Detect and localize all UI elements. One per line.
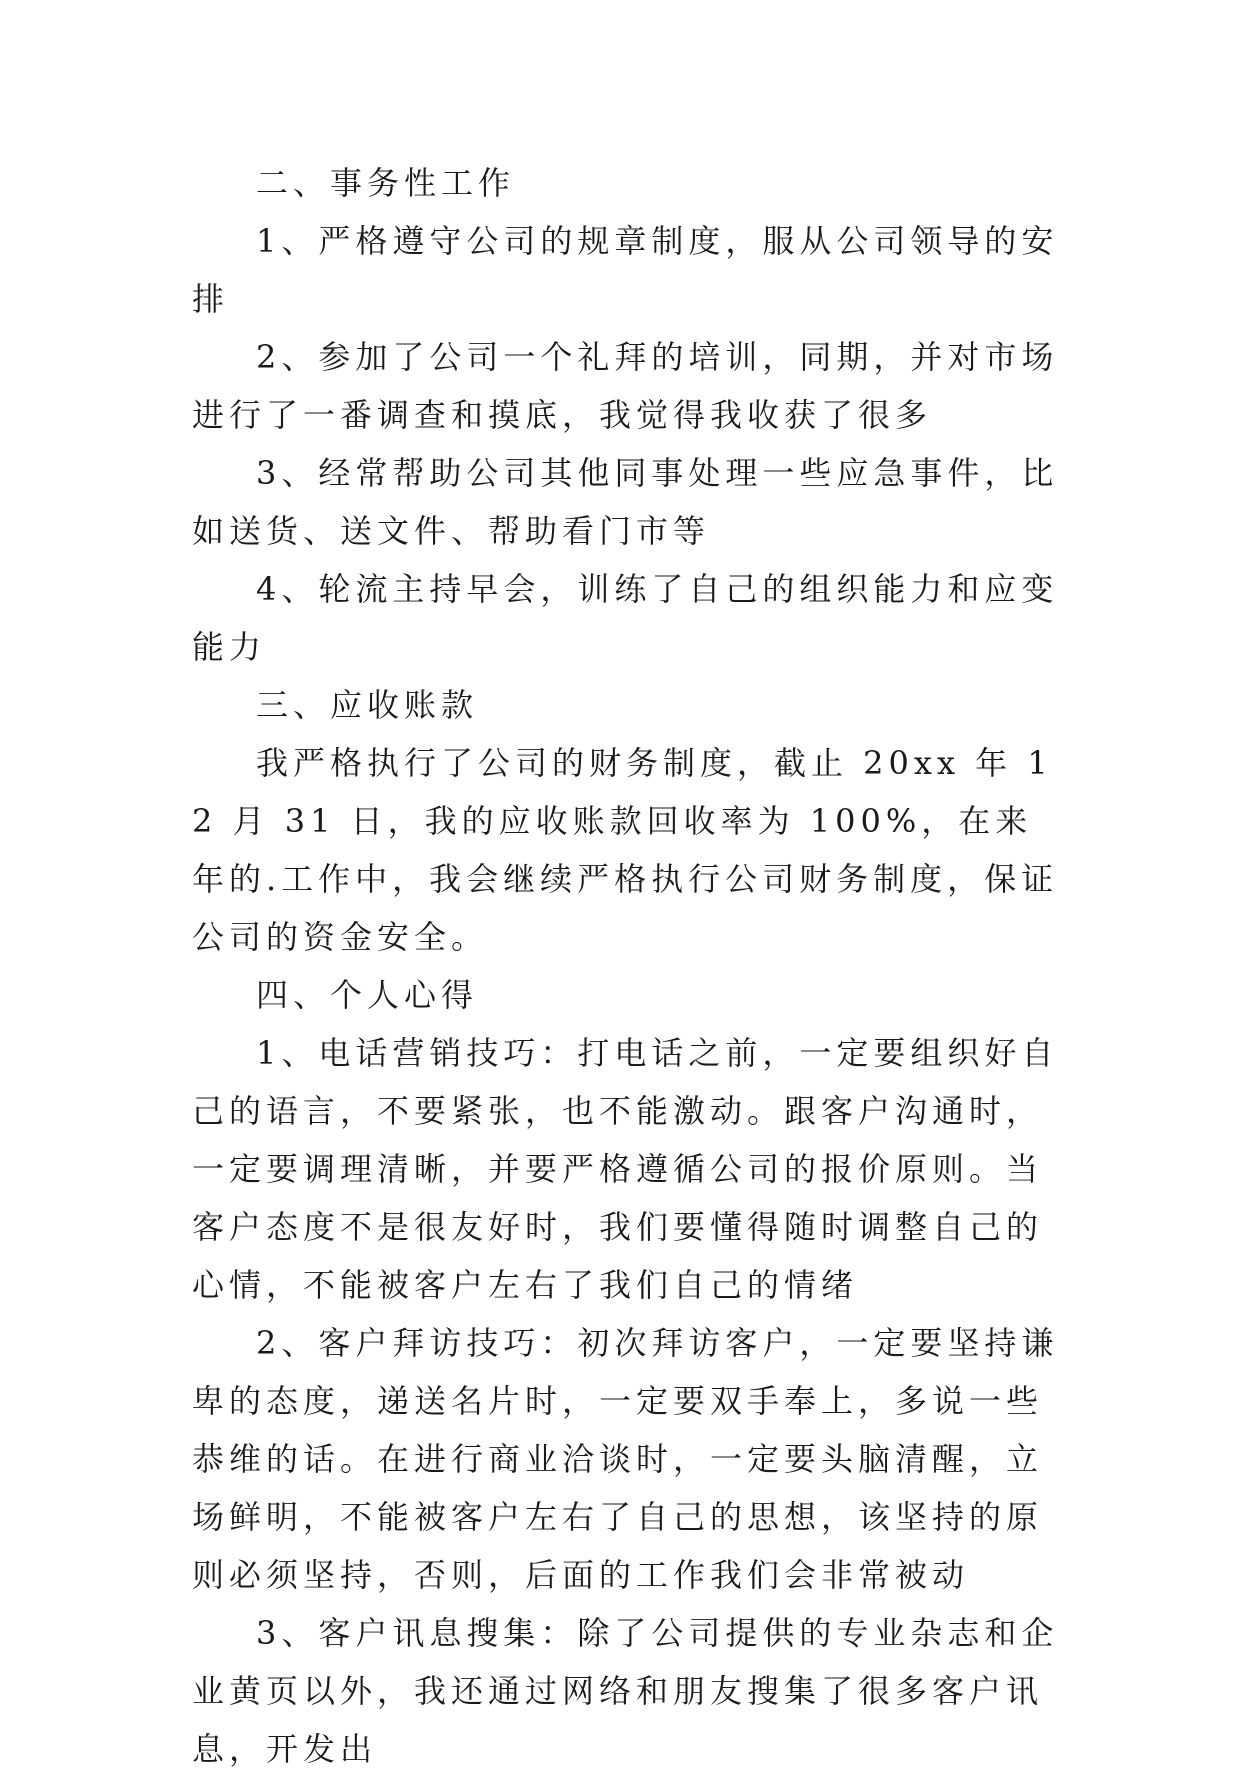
- paragraph: 4、轮流主持早会，训练了自己的组织能力和应变能力: [192, 570, 1059, 666]
- section-heading: 二、事务性工作: [256, 164, 516, 202]
- document-body: [192, 154, 1062, 1778]
- paragraph: 2、客户拜访技巧：初次拜访客户，一定要坚持谦卑的态度，递送名片时，一定要双手奉上，多说一些恭维的话。在进行商业洽谈时，一定要头脑清醒，立场鲜明，不能被客户左右了自己的思想，该坚持的原则必须坚持，否则，后面的工作我们会非常被动: [192, 1324, 1059, 1594]
- paragraph: 1、严格遵守公司的规章制度，服从公司领导的安排: [192, 222, 1059, 318]
- paragraph: 我严格执行了公司的财务制度，截止 20xx 年 12 月 31 日，我的应收账款回收率为 100%，在来年的.工作中，我会继续严格执行公司财务制度，保证公司的资金安全。: [192, 744, 1059, 956]
- paragraph: 2、参加了公司一个礼拜的培训，同期，并对市场进行了一番调查和摸底，我觉得我收获了很多: [192, 338, 1059, 434]
- paragraph: 3、经常帮助公司其他同事处理一些应急事件，比如送货、送文件、帮助看门市等: [192, 454, 1059, 550]
- section-heading: 三、应收账款: [256, 686, 479, 724]
- section-heading: 四、个人心得: [256, 976, 479, 1014]
- paragraph: 3、客户讯息搜集：除了公司提供的专业杂志和企业黄页以外，我还通过网络和朋友搜集了很多客户讯息，开发出: [192, 1614, 1059, 1768]
- paragraph: 1、电话营销技巧：打电话之前，一定要组织好自己的语言，不要紧张，也不能激动。跟客户沟通时，一定要调理清晰，并要严格遵循公司的报价原则。当客户态度不是很友好时，我们要懂得随时调整自己的心情，不能被客户左右了我们自己的情绪: [192, 1034, 1059, 1304]
